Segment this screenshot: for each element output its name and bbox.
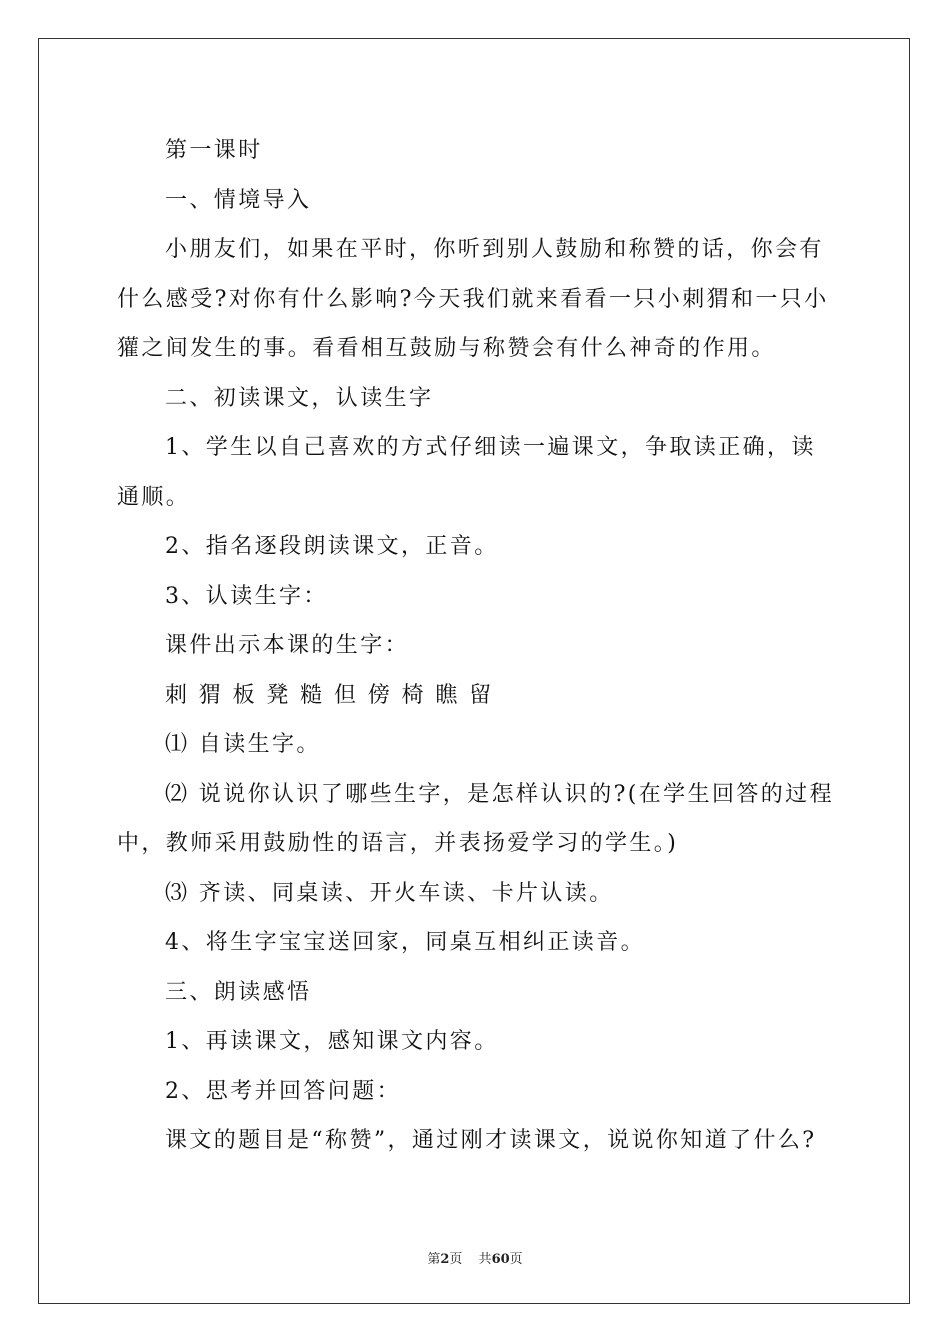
total-suffix: 页 bbox=[509, 1252, 523, 1267]
paragraph-substep-1: ⑴ 自读生字。 bbox=[165, 732, 321, 757]
total-prefix: 共 bbox=[478, 1252, 492, 1267]
paragraph-step-1: 1、学生以自己喜欢的方式仔细读一遍课文，争取读正确，读通顺。 bbox=[117, 435, 816, 510]
paragraph-intro: 小朋友们，如果在平时，你听到别人鼓励和称赞的话，你会有什么感受?对你有什么影响?今天我们就来看看一只小刺猬和一只小獾之间发生的事。看看相互鼓励与称赞会有什么神奇的作用。 bbox=[117, 237, 829, 361]
paragraph-read-again: 1、再读课文，感知课文内容。 bbox=[165, 1029, 499, 1054]
page-indicator bbox=[427, 1252, 462, 1267]
paragraph-step-4: 4、将生字宝宝送回家，同桌互相纠正读音。 bbox=[165, 930, 645, 955]
paragraph-question: 课文的题目是“称赞”，通过刚才读课文，说说你知道了什么? bbox=[165, 1128, 817, 1153]
page-prefix: 第 bbox=[427, 1252, 441, 1267]
paragraph-substep-2: ⑵ 说说你认识了哪些生字，是怎样认识的?(在学生回答的过程中，教师采用鼓励性的语言，并表扬爱学习的学生。) bbox=[117, 781, 834, 856]
paragraph-think: 2、思考并回答问题： bbox=[165, 1078, 401, 1104]
paragraph-step-3: 3、认读生字： bbox=[165, 583, 328, 609]
paragraph-step-2: 2、指名逐段朗读课文，正音。 bbox=[165, 534, 499, 559]
section-heading-2: 二、初读课文，认读生字 bbox=[165, 385, 434, 411]
section-heading-3: 三、朗读感悟 bbox=[165, 979, 312, 1005]
section-heading-1: 一、情境导入 bbox=[165, 187, 312, 213]
page-suffix: 页 bbox=[449, 1252, 463, 1267]
document-body bbox=[117, 126, 835, 1166]
total-indicator bbox=[479, 1252, 523, 1267]
page-footer bbox=[0, 1248, 950, 1267]
page-number: 2 bbox=[440, 1252, 450, 1267]
paragraph-courseware: 课件出示本课的生字： bbox=[165, 633, 410, 658]
lesson-heading: 第一课时 bbox=[165, 138, 263, 163]
total-pages: 60 bbox=[491, 1252, 510, 1267]
new-characters-list: 刺 猬 板 凳 糙 但 傍 椅 瞧 留 bbox=[165, 682, 494, 708]
paragraph-substep-3: ⑶ 齐读、同桌读、开火车读、卡片认读。 bbox=[165, 880, 614, 906]
